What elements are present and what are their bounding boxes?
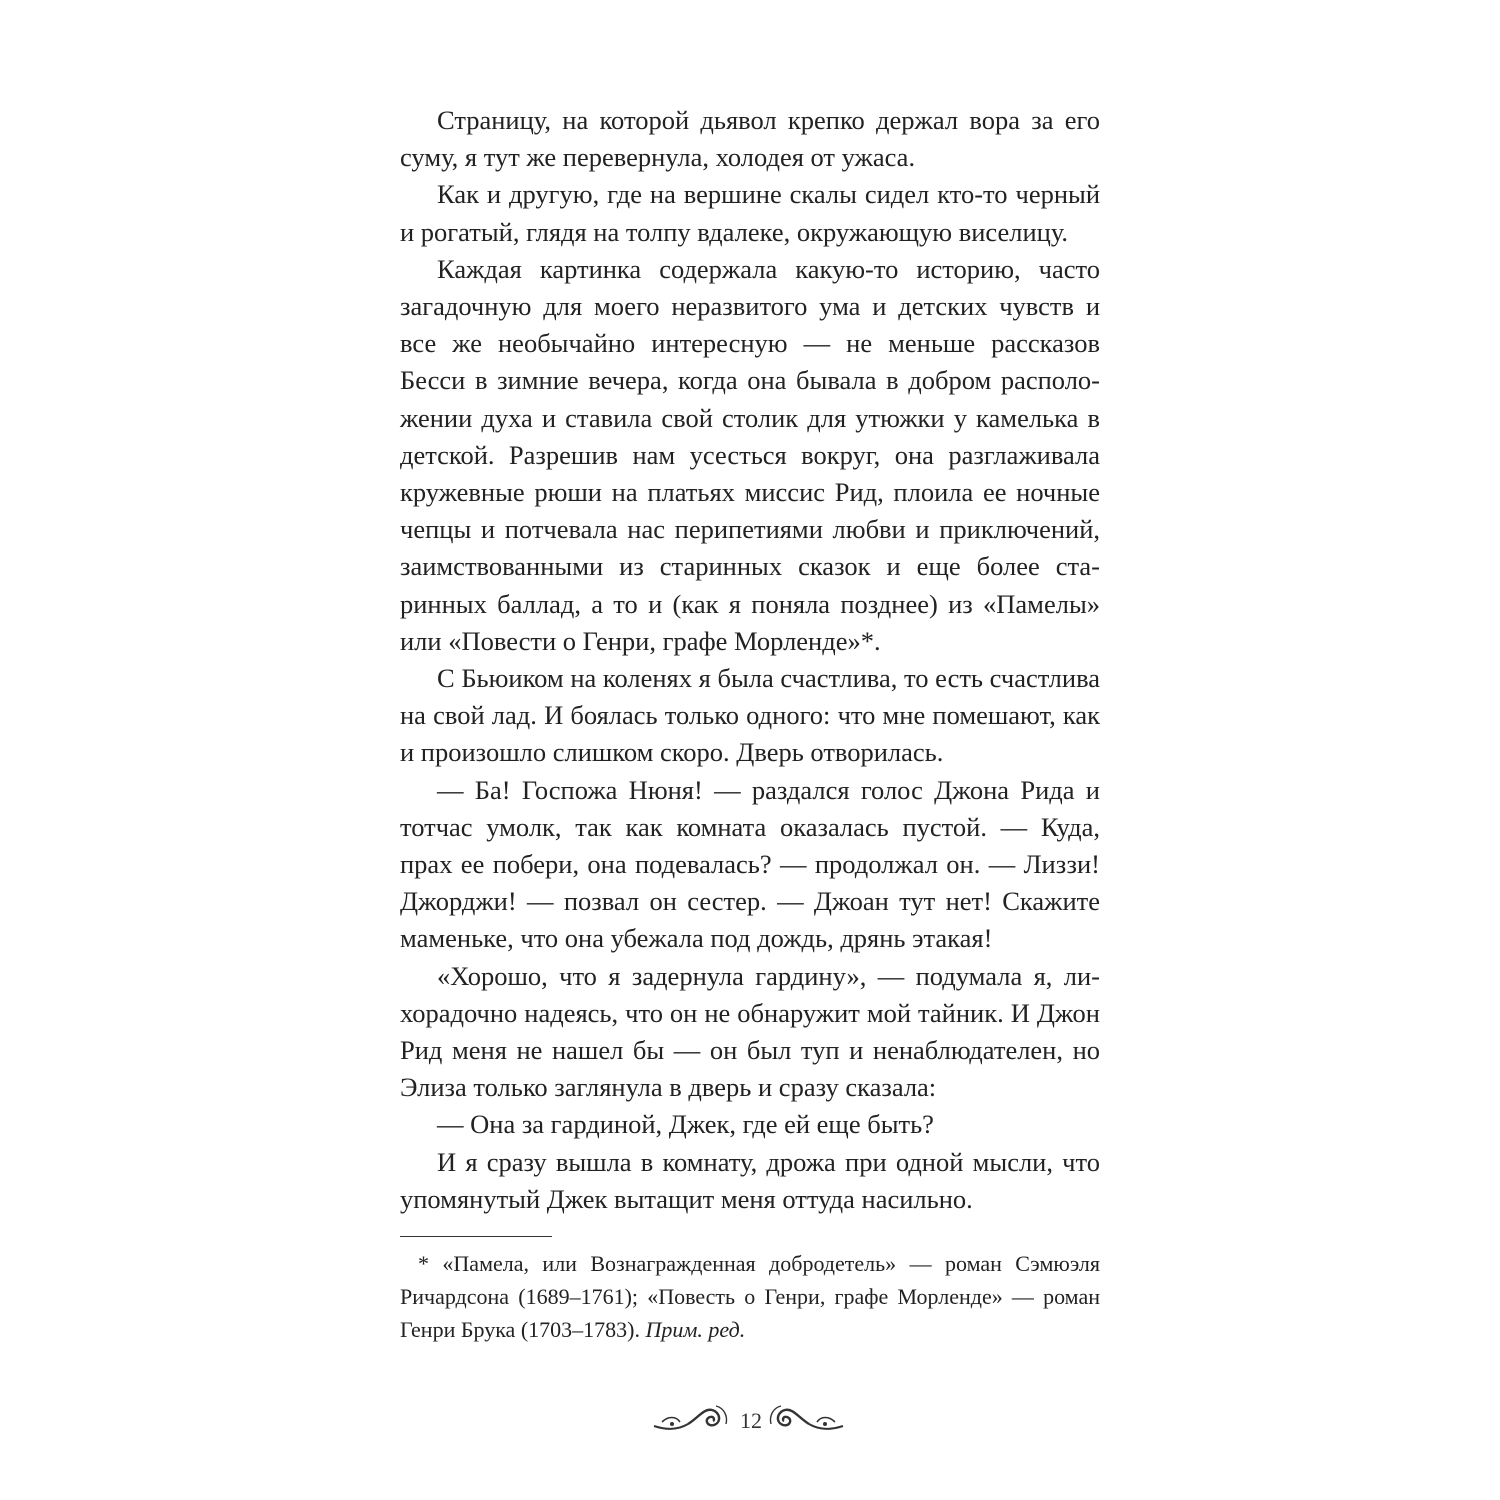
footnote	[400, 1247, 1100, 1346]
paragraph-2: Как и другую, где на вершине скалы сидел кто-то черный и рогатый, глядя на толпу вдалеке, окружающую виселицу.	[400, 179, 1100, 247]
main-text	[400, 102, 1100, 1218]
footnote-divider	[400, 1236, 552, 1237]
paragraph-7: — Она за гардиной, Джек, где ей еще быть?	[437, 1109, 934, 1140]
paragraph-8: И я сразу вышла в комнату, дрожа при одной мысли, что упомянутый Джек вытащит меня оттуда насильно.	[400, 1146, 1100, 1214]
paragraph-6: «Хорошо, что я задернула гардину», — подумала я, лихорадочно надеясь, что он не обнаружит мой тайник. И Джон Рид меня не нашел бы — он был туп и ненаблюдателен, но Элиза только заглянула в дверь и сразу сказала:	[400, 960, 1100, 1103]
paragraph-3: Каждая картинка содержала какую-то историю, часто загадочную для моего неразвитого ума и детских чувств и все же необычайно интересную — не меньше рассказов Бесси в зимние вечера, когда она бывала в добром расположении духа и ставила свой столик для утюжки у камелька в детской. Разрешив нам усесться вокруг, она разглаживала кружевные рюши на платьях миссис Рид, плоила ее ночные чепцы и потчевала нас перипетиями любви и приключений, заимствованными из старинных сказок и еще более старинных баллад, а то и (как я поняла позднее) из «Памелы» или «Повести о Генри, графе Морленде»*.	[400, 253, 1100, 656]
paragraph-1: Страницу, на которой дьявол крепко держал вора за его суму, я тут же перевернула, холодея от ужаса.	[400, 105, 1100, 173]
paragraph-5: — Ба! Госпожа Нюня! — раздался голос Джона Рида и тотчас умолк, так как комната оказалась пустой. — Куда, прах ее побери, она подевалась? — продолжал он. — Лиззи! Джорджи! — позвал он сестер. — Джоан тут нет! Скажите маменьке, что она убежала под дождь, дрянь этакая!	[400, 774, 1100, 954]
footnote-editor-note: Прим. ред.	[645, 1317, 746, 1342]
right-scroll-ornament-icon	[765, 1402, 845, 1436]
footnote-paragraph	[400, 1247, 1100, 1346]
footnote-text: * «Памела, или Вознагражденная добродетель» — роман Сэмюэля Ричардсона (1689–1761); «Повесть о Генри, графе Морленде» — роман Генри Брука (1703–1783).	[400, 1251, 1100, 1342]
paragraph-4: С Бьюиком на коленях я была счастлива, то есть счастлива на свой лад. И боялась только одного: что мне помешают, как и произошло слишком скоро. Дверь отворилась.	[400, 663, 1100, 768]
page-folio	[620, 1390, 880, 1450]
page-number: 12	[740, 1408, 762, 1433]
left-scroll-ornament-icon	[652, 1402, 732, 1436]
